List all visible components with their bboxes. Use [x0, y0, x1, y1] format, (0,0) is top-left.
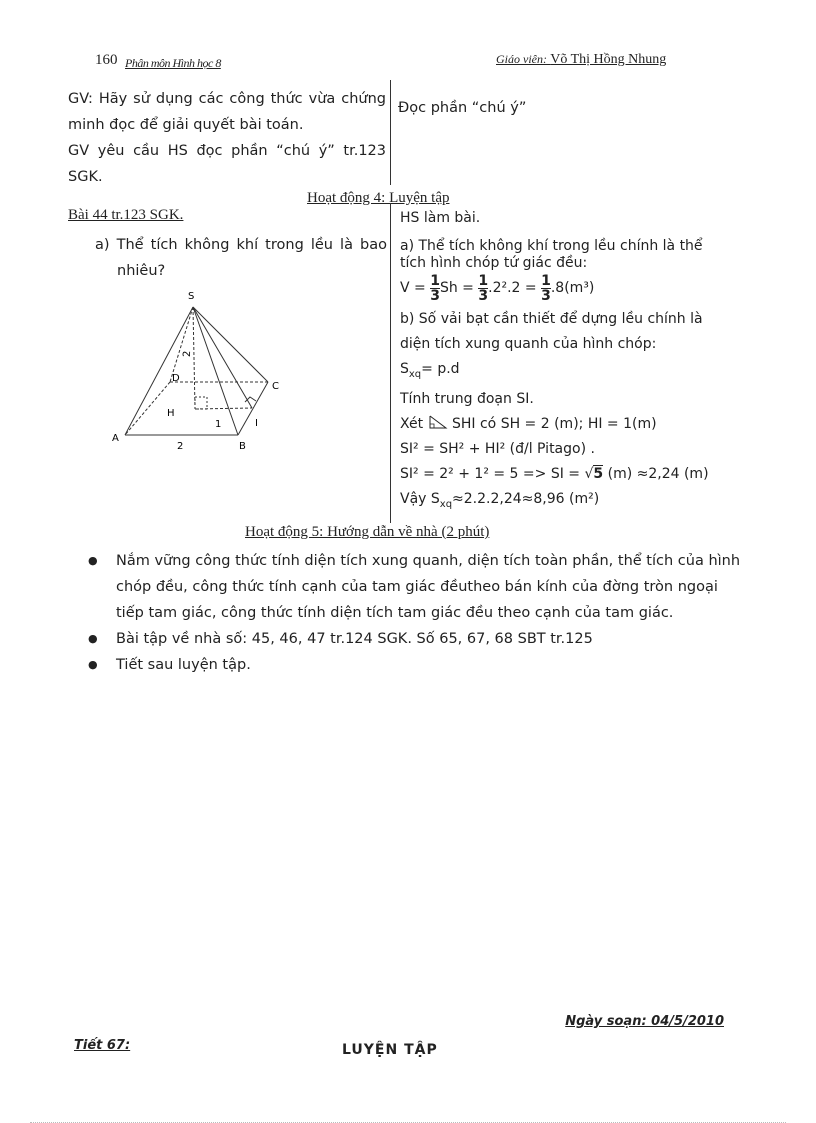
- label-h: H: [167, 408, 175, 419]
- fraction-num: 1: [478, 272, 489, 289]
- gv-line-3: GV yêu cầu HS đọc phần “chú ý” tr.123: [68, 143, 386, 159]
- final-sub: xq: [439, 498, 453, 510]
- answer-b-line-2: diện tích xung quanh của hình chóp:: [400, 336, 657, 352]
- si-prefix: SI² = 2² + 1² = 5 => SI =: [400, 465, 581, 482]
- edge-da: [125, 382, 170, 435]
- sxq-rest: = p.d: [421, 361, 460, 377]
- question-a: [95, 232, 387, 284]
- solution-column: [400, 206, 730, 517]
- label-edge-ab: 2: [177, 441, 184, 452]
- right-angle-h: [195, 397, 207, 409]
- teacher-name: Võ Thị Hồng Nhung: [550, 52, 667, 67]
- list-item: ● Bài tập về nhà số: 45, 46, 47 tr.124 SGK. Số 65, 67, 68 SBT tr.125: [88, 626, 748, 652]
- column-divider-middle: [390, 203, 391, 523]
- gv-line-1: GV: Hãy sử dụng các công thức vừa chứng: [68, 91, 386, 107]
- label-edge-sh: 2: [181, 350, 194, 358]
- fraction-num: 1: [541, 272, 551, 289]
- volume-formula: [400, 271, 730, 305]
- gv-line-2: minh đọc để giải quyết bài toán.: [68, 117, 304, 133]
- sxq-formula: [400, 357, 730, 387]
- fraction-num: 1: [430, 272, 440, 289]
- final-area: [400, 487, 730, 517]
- right-triangle-icon: [428, 415, 448, 429]
- label-edge-hi: 1: [215, 419, 222, 430]
- lesson-title: LUYỆN TẬP: [342, 1042, 438, 1058]
- answer-b-line-1: b) Số vải bạt cần thiết để dựng lều chính là: [400, 311, 703, 327]
- sqrt-radicand: 5: [593, 465, 604, 482]
- volume-end: .8(m³): [550, 280, 595, 296]
- list-item: ● Nắm vững công thức tính diện tích xung quanh, diện tích toàn phần, thể tích của hình chóp đều, công thức tính cạnh của tam giác đềutheo bán kính của đờng tròn ngoại tiếp tam giác, công thức tính diện tích tam giác đều theo cạnh của tam giác.: [88, 548, 748, 626]
- homework-list: [88, 548, 748, 678]
- fraction-2: [478, 274, 488, 303]
- si-value: [400, 462, 730, 487]
- volume-mid: .2².2 =: [488, 280, 537, 296]
- question-a-line-1: a) Thể tích không khí trong lều là bao: [95, 237, 387, 253]
- question-a-line-2: nhiêu?: [117, 263, 166, 279]
- lesson-number: Tiết 67:: [74, 1038, 131, 1053]
- volume-prefix: V =: [400, 280, 426, 296]
- activity-5-heading: Hoạt động 5: Hướng dẫn về nhà (2 phút): [245, 524, 490, 540]
- teacher-label: Giáo viên:: [496, 52, 547, 66]
- gv-text: [68, 86, 386, 190]
- list-item: ● Tiết sau luyện tập.: [88, 652, 748, 678]
- final-prefix: Vậy S: [400, 490, 440, 507]
- compute-si: Tính trung đoạn SI.: [400, 390, 534, 407]
- consider-triangle: [400, 412, 730, 437]
- hs-doing: HS làm bài.: [400, 210, 481, 226]
- sxq-sub: xq: [408, 368, 422, 380]
- column-divider-top: [390, 80, 391, 185]
- label-d: D: [172, 373, 180, 384]
- label-s: S: [188, 291, 195, 302]
- fraction-den: 3: [430, 287, 440, 304]
- sxq-s: S: [400, 361, 409, 377]
- segment-hi: [195, 408, 252, 409]
- fraction-3: [541, 274, 551, 303]
- consider-prefix: Xét: [400, 415, 424, 432]
- page-number: 160: [95, 52, 118, 68]
- fraction-den: 3: [541, 287, 551, 304]
- si-suffix: (m) ≈2,24 (m): [607, 465, 709, 482]
- pyramid-figure: [100, 285, 300, 460]
- final-result: ≈2.2.2,24≈8,96 (m²): [452, 490, 600, 507]
- prepared-date: Ngày soạn: 04/5/2010: [565, 1014, 724, 1029]
- label-i: I: [255, 418, 258, 429]
- edge-sa: [125, 307, 193, 435]
- answer-a-line-2: tích hình chóp tứ giác đều:: [400, 255, 588, 271]
- teacher-info: [496, 52, 666, 68]
- consider-text: SHI có SH = 2 (m); HI = 1(m): [451, 415, 657, 432]
- height-sh: [193, 307, 195, 409]
- fraction-den: 3: [478, 287, 489, 304]
- label-c: C: [272, 381, 279, 392]
- volume-sh: Sh =: [439, 280, 474, 296]
- label-a: A: [112, 433, 119, 444]
- label-b: B: [239, 441, 246, 452]
- header-subtitle: Phân môn Hình học 8: [125, 56, 221, 70]
- edge-sb: [193, 307, 238, 435]
- exercise-title: Bài 44 tr.123 SGK.: [68, 207, 184, 223]
- hs-read-note: Đọc phần “chú ý”: [398, 100, 527, 116]
- sqrt-symbol: √5: [584, 465, 604, 482]
- activity-4-heading: Hoạt động 4: Luyện tập: [307, 190, 450, 206]
- fraction-1: [430, 274, 440, 303]
- pythagoras-line: SI² = SH² + HI² (đ/l Pitago) .: [400, 440, 595, 457]
- gv-line-4: SGK.: [68, 169, 103, 185]
- answer-a-line-1: a) Thể tích không khí trong lều chính là thể: [400, 238, 703, 254]
